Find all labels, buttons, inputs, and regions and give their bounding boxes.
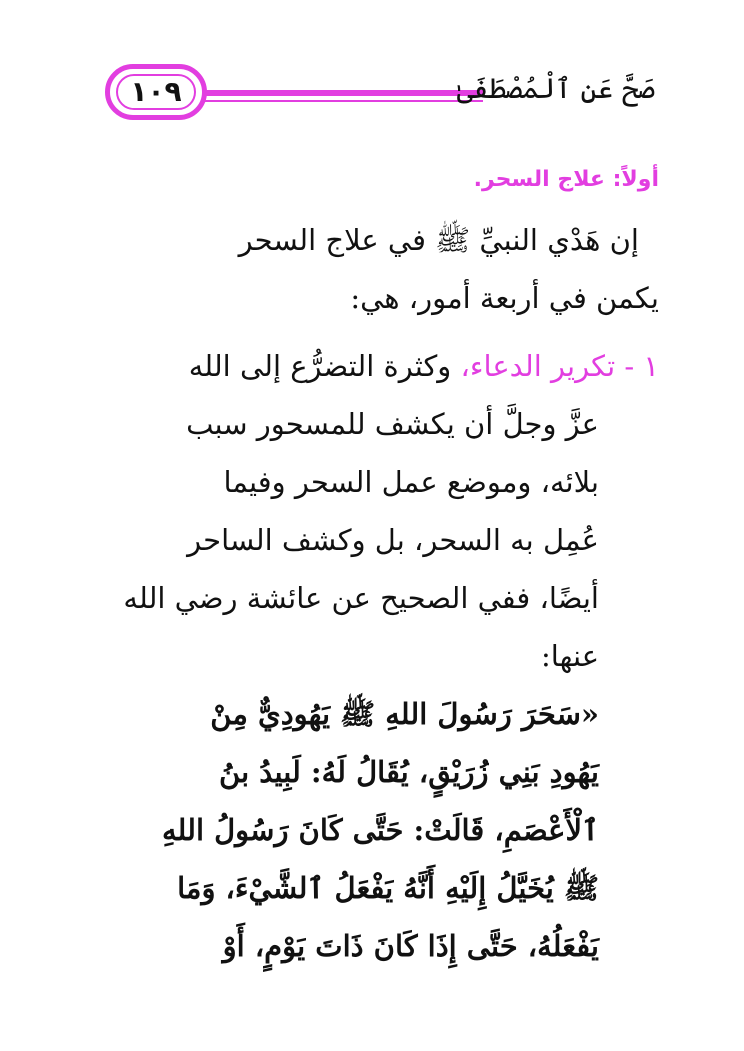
running-header-title: صَحَّ عَنِ ٱلْمُصْطَفَىٰ — [456, 72, 655, 105]
header-rule-thin — [203, 100, 483, 102]
list-item-label: تكرير الدعاء، — [460, 349, 616, 383]
list-item-line-1-rest: وكثرة التضرُّع إلى الله — [188, 349, 452, 383]
list-item-1 — [80, 337, 659, 395]
intro-line-2: يكمن في أربعة أمور، هي: — [350, 281, 659, 315]
hadith-line-1: «سَحَرَ رَسُولَ اللهِ ﷺ يَهُودِيٌّ مِنْ — [210, 697, 599, 731]
list-item-line-5: أيضًا، ففي الصحيح عن عائشة رضي الله عنها: — [123, 581, 599, 673]
intro-line-1: إن هَدْي النبيِّ ﷺ في علاج السحر — [238, 223, 639, 257]
hadith-line-4: ﷺ يُخَيَّلُ إِلَيْهِ أَنَّهُ يَفْعَلُ ٱلشَّيْءَ، وَمَا — [177, 871, 599, 905]
header-rule-thick — [203, 90, 483, 96]
hadith-line-3: ٱلْأَعْصَمِ، قَالَتْ: حَتَّى كَانَ رَسُولُ اللهِ — [161, 813, 599, 847]
list-item-number: ١ - — [624, 349, 659, 383]
list-item-line-4: عُمِل به السحر، بل وكشف الساحر — [187, 523, 599, 557]
list-item-line-3: بلائه، وموضع عمل السحر وفيما — [223, 465, 599, 499]
hadith-line-2: يَهُودِ بَنِي زُرَيْقٍ، يُقَالُ لَهُ: لَبِيدُ بنُ — [219, 755, 599, 789]
list-item-line-2: عزَّ وجلَّ أن يكشف للمسحور سبب — [186, 407, 599, 441]
page-header — [95, 60, 665, 140]
page-number-badge — [105, 64, 207, 120]
section-title: أولاً: علاج السحر. — [473, 167, 659, 192]
page-number: ١٠٩ — [130, 75, 182, 108]
hadith-line-5: يَفْعَلُهُ، حَتَّى إِذَا كَانَ ذَاتَ يَوْمٍ، أَوْ — [222, 929, 599, 963]
page-body — [80, 165, 659, 975]
